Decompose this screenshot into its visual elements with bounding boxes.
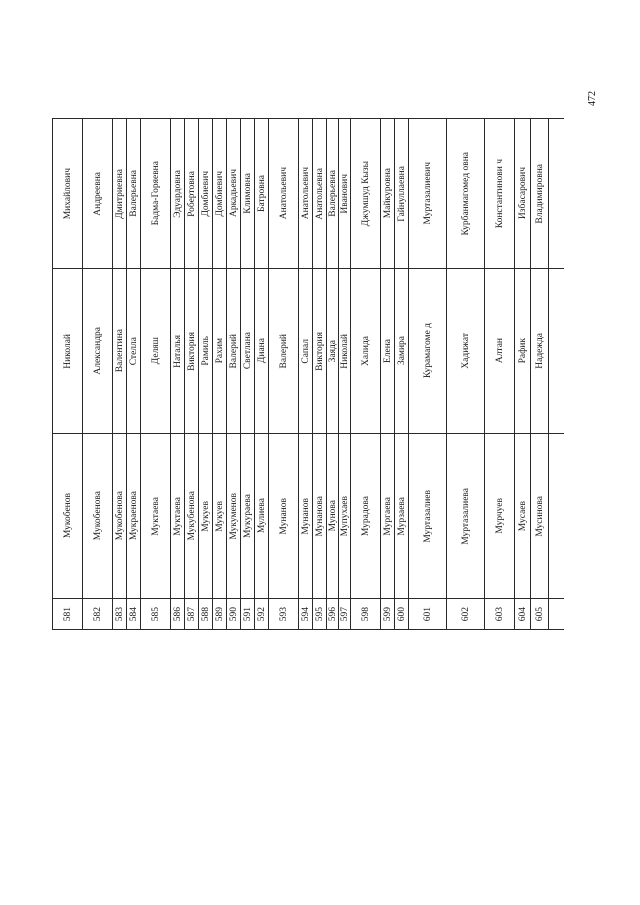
row-593-name-cell (269, 269, 299, 433)
row-594-num-cell (299, 599, 313, 629)
row-597-name-cell (339, 269, 351, 433)
row-596-num-cell (327, 599, 339, 629)
row-604-patronymic-cell (515, 119, 531, 268)
row-595-patronymic: Анатольевна (314, 167, 325, 220)
row-585-surname-cell (141, 434, 171, 598)
row-583-patronymic-cell (113, 119, 127, 268)
row-584-surname: Мукраенова (128, 491, 139, 541)
row-602-surname: Муртазалиева (460, 487, 471, 545)
row-596-surname-cell (327, 434, 339, 598)
row-604-name: Рафик (517, 338, 528, 364)
row-589-surname: Мукуев (214, 500, 225, 532)
row-595-name: Виктория (314, 331, 325, 371)
row-581-surname: Мукобенов (62, 493, 73, 539)
row-588-surname: Мукуев (200, 500, 211, 532)
row-581-name-cell (53, 269, 83, 433)
row-599-surname: Мургаева (382, 496, 393, 536)
row-600-name-cell (395, 269, 409, 433)
row-598-num-cell (351, 599, 381, 629)
row-584-num-cell (127, 599, 141, 629)
row-592-patronymic: Батровна (256, 175, 267, 212)
row-582-num: 582 (92, 606, 103, 622)
row-605-surname: Мусинова (534, 495, 545, 537)
row-595-num: 595 (314, 606, 325, 622)
row-588-num: 588 (200, 606, 211, 622)
row-601-surname-cell (409, 434, 447, 598)
row-604-surname: Мусаев (517, 500, 528, 532)
row-600-name: Замира (396, 336, 407, 366)
row-602-patronymic-cell (447, 119, 485, 268)
row-583-num: 583 (114, 606, 125, 622)
row-581-name: Николай (62, 333, 73, 369)
column-number (52, 599, 564, 630)
row-592-name: Диана (256, 338, 267, 364)
row-584-patronymic: Валерьевна (128, 170, 139, 217)
row-591-num-cell (241, 599, 255, 629)
row-593-num-cell (269, 599, 299, 629)
row-601-patronymic: Муртазалиевич (422, 162, 433, 225)
row-592-num: 592 (256, 606, 267, 622)
row-587-name-cell (185, 269, 199, 433)
row-584-name-cell (127, 269, 141, 433)
row-586-name-cell (171, 269, 185, 433)
row-588-num-cell (199, 599, 213, 629)
row-599-name-cell (381, 269, 395, 433)
row-601-surname: Муртазалиев (422, 489, 433, 543)
row-583-name-cell (113, 269, 127, 433)
row-605-name: Надежда (534, 333, 545, 369)
row-596-surname: Мунова (327, 500, 338, 532)
row-601-name: Курамагоме д (422, 323, 433, 379)
row-602-name: Хадижат (460, 333, 471, 369)
row-588-patronymic-cell (199, 119, 213, 268)
row-597-patronymic: Иванович (339, 173, 350, 214)
row-593-surname-cell (269, 434, 299, 598)
row-593-surname: Мунанов (278, 497, 289, 535)
row-603-patronymic-cell (485, 119, 515, 268)
column-patronymic (52, 119, 564, 269)
row-583-num-cell (113, 599, 127, 629)
row-603-num-cell (485, 599, 515, 629)
row-598-patronymic: Джумшуд Кызы (360, 160, 371, 227)
row-586-patronymic-cell (171, 119, 185, 268)
row-601-num-cell (409, 599, 447, 629)
row-602-surname-cell (447, 434, 485, 598)
row-591-surname-cell (241, 434, 255, 598)
row-582-name-cell (83, 269, 113, 433)
row-595-surname: Мунанова (314, 495, 325, 537)
row-591-patronymic-cell (241, 119, 255, 268)
row-583-surname-cell (113, 434, 127, 598)
row-594-patronymic: Анатольевич (300, 167, 311, 220)
row-592-surname: Мулиева (256, 498, 267, 534)
row-588-surname-cell (199, 434, 213, 598)
row-583-name: Валентина (114, 329, 125, 373)
page-number: 472 (587, 91, 598, 107)
row-592-patronymic-cell (255, 119, 269, 268)
row-587-num-cell (185, 599, 199, 629)
row-582-surname: Мукобенова (92, 491, 103, 541)
row-600-surname: Мурзаева (396, 496, 407, 536)
row-598-num: 598 (360, 606, 371, 622)
row-602-num-cell (447, 599, 485, 629)
row-590-name-cell (227, 269, 241, 433)
row-602-name-cell (447, 269, 485, 433)
row-590-patronymic: Аркадьевич (228, 169, 239, 218)
row-599-surname-cell (381, 434, 395, 598)
row-587-patronymic-cell (185, 119, 199, 268)
row-605-num: 605 (534, 606, 545, 622)
row-586-surname-cell (171, 434, 185, 598)
row-586-patronymic: Эдуардовна (172, 169, 183, 218)
row-586-name: Наталья (172, 334, 183, 368)
row-586-num-cell (171, 599, 185, 629)
row-596-name-cell (327, 269, 339, 433)
row-590-patronymic-cell (227, 119, 241, 268)
row-587-surname: Мукубенова (186, 491, 197, 541)
row-593-patronymic: Анатольевич (278, 167, 289, 220)
row-596-patronymic: Валерьевна (327, 170, 338, 217)
row-581-patronymic: Михайлович (62, 167, 73, 220)
row-597-surname: Мупухаев (339, 495, 350, 537)
row-589-patronymic-cell (213, 119, 227, 268)
row-597-num-cell (339, 599, 351, 629)
row-587-patronymic: Робертовна (186, 170, 197, 217)
row-589-name: Рахим (214, 338, 225, 364)
row-603-patronymic: Константинови ч (494, 158, 505, 229)
row-593-patronymic-cell (269, 119, 299, 268)
row-582-surname-cell (83, 434, 113, 598)
row-601-name-cell (409, 269, 447, 433)
row-595-patronymic-cell (313, 119, 327, 268)
row-597-num: 597 (339, 606, 350, 622)
row-595-surname-cell (313, 434, 327, 598)
row-585-surname: Муктаева (150, 496, 161, 536)
row-598-patronymic-cell (351, 119, 381, 268)
row-592-surname-cell (255, 434, 269, 598)
row-599-num-cell (381, 599, 395, 629)
column-surname (52, 434, 564, 599)
row-600-patronymic-cell (395, 119, 409, 268)
row-584-name: Стелла (128, 336, 139, 366)
row-585-name-cell (141, 269, 171, 433)
row-589-patronymic: Домбиевич (214, 170, 225, 217)
row-602-patronymic: Курбанмагомед овна (460, 151, 471, 236)
row-587-num: 587 (186, 606, 197, 622)
row-581-patronymic-cell (53, 119, 83, 268)
row-599-patronymic: Майкуровна (382, 168, 393, 219)
row-589-num-cell (213, 599, 227, 629)
row-594-patronymic-cell (299, 119, 313, 268)
row-598-surname-cell (351, 434, 381, 598)
row-604-name-cell (515, 269, 531, 433)
row-585-num-cell (141, 599, 171, 629)
row-601-num: 601 (422, 606, 433, 622)
row-591-name: Светлана (242, 332, 253, 370)
row-581-num-cell (53, 599, 83, 629)
row-605-num-cell (531, 599, 549, 629)
row-581-surname-cell (53, 434, 83, 598)
row-598-surname: Мурадова (360, 495, 371, 537)
row-586-surname: Муктаева (172, 496, 183, 536)
row-596-num: 596 (327, 606, 338, 622)
row-605-surname-cell (531, 434, 549, 598)
row-588-patronymic: Домбиевич (200, 170, 211, 217)
row-581-num: 581 (62, 606, 73, 622)
row-600-patronymic: Гайнуллаевна (396, 165, 407, 222)
row-605-patronymic-cell (531, 119, 549, 268)
row-594-surname: Мунанов (300, 497, 311, 535)
row-593-name: Валерий (278, 333, 289, 369)
row-585-patronymic: Бадма-Горяевна (150, 161, 161, 226)
row-603-num: 603 (494, 606, 505, 622)
row-582-num-cell (83, 599, 113, 629)
row-597-patronymic-cell (339, 119, 351, 268)
row-582-name: Александра (92, 327, 103, 375)
row-603-surname-cell (485, 434, 515, 598)
row-585-num: 585 (150, 606, 161, 622)
row-587-name: Виктория (186, 331, 197, 371)
row-590-num: 590 (228, 606, 239, 622)
row-586-num: 586 (172, 606, 183, 622)
row-595-num-cell (313, 599, 327, 629)
row-584-patronymic-cell (127, 119, 141, 268)
row-591-surname: Мукураева (242, 494, 253, 538)
row-603-name: Алтан (494, 338, 505, 364)
row-583-patronymic: Дмитриевна (114, 168, 125, 219)
row-604-num-cell (515, 599, 531, 629)
column-name (52, 269, 564, 434)
row-601-patronymic-cell (409, 119, 447, 268)
row-591-patronymic: Климовна (242, 173, 253, 214)
register-table (52, 118, 564, 821)
row-589-surname-cell (213, 434, 227, 598)
row-594-name: Сапал (300, 338, 311, 364)
row-599-num: 599 (382, 606, 393, 622)
row-599-name: Елена (382, 338, 393, 364)
row-590-num-cell (227, 599, 241, 629)
row-605-patronymic: Владимировна (534, 163, 545, 224)
row-598-name: Халида (360, 335, 371, 367)
row-592-num-cell (255, 599, 269, 629)
row-590-surname: Мукуменов (228, 492, 239, 540)
row-582-patronymic-cell (83, 119, 113, 268)
row-597-surname-cell (339, 434, 351, 598)
row-600-num-cell (395, 599, 409, 629)
row-591-num: 591 (242, 606, 253, 622)
row-582-patronymic: Андреевна (92, 171, 103, 216)
row-585-name: Деляш (150, 337, 161, 365)
row-602-num: 602 (460, 606, 471, 622)
row-600-num: 600 (396, 606, 407, 622)
row-583-surname: Мукобенова (114, 491, 125, 541)
row-592-name-cell (255, 269, 269, 433)
row-596-patronymic-cell (327, 119, 339, 268)
row-593-num: 593 (278, 606, 289, 622)
row-603-name-cell (485, 269, 515, 433)
row-587-surname-cell (185, 434, 199, 598)
row-591-name-cell (241, 269, 255, 433)
row-600-surname-cell (395, 434, 409, 598)
row-584-num: 584 (128, 606, 139, 622)
row-590-name: Валерий (228, 333, 239, 369)
row-599-patronymic-cell (381, 119, 395, 268)
row-589-name-cell (213, 269, 227, 433)
row-590-surname-cell (227, 434, 241, 598)
row-594-num: 594 (300, 606, 311, 622)
row-589-num: 589 (214, 606, 225, 622)
row-604-patronymic: Избасарович (517, 167, 528, 220)
row-604-num: 604 (517, 606, 528, 622)
row-585-patronymic-cell (141, 119, 171, 268)
row-588-name-cell (199, 269, 213, 433)
row-597-name: Николай (339, 333, 350, 369)
row-603-surname: Мурчуев (494, 498, 505, 534)
row-594-name-cell (299, 269, 313, 433)
row-598-name-cell (351, 269, 381, 433)
row-604-surname-cell (515, 434, 531, 598)
row-594-surname-cell (299, 434, 313, 598)
row-584-surname-cell (127, 434, 141, 598)
row-605-name-cell (531, 269, 549, 433)
row-588-name: Рамиль (200, 336, 211, 366)
row-595-name-cell (313, 269, 327, 433)
row-596-name: Заяда (327, 339, 338, 363)
